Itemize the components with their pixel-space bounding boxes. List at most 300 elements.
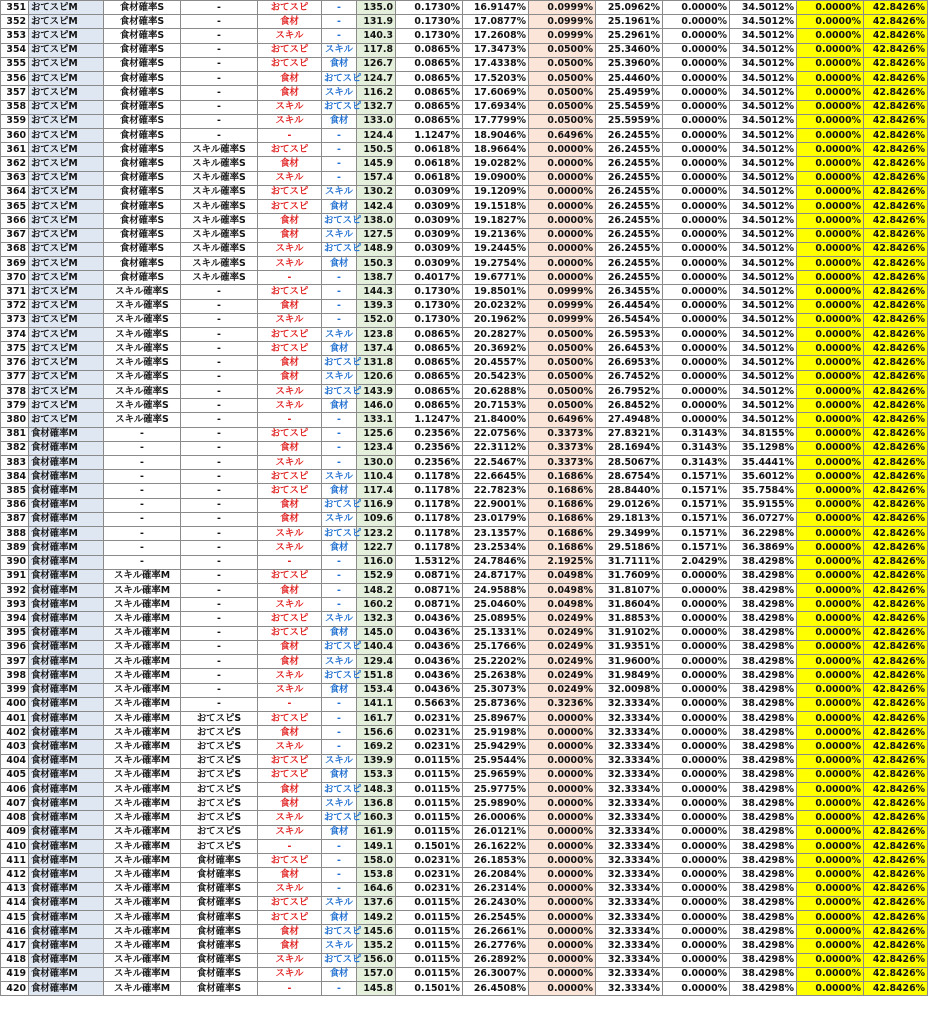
cell-s4[interactable]: おてスピ: [258, 200, 322, 214]
cell-c4[interactable]: 42.8426%: [864, 953, 928, 967]
cell-p2[interactable]: 0.3373%: [529, 441, 596, 455]
cell-s3[interactable]: -: [181, 598, 258, 612]
cell-s2[interactable]: 食材確率S: [104, 143, 181, 157]
cell-c4[interactable]: 42.8426%: [864, 967, 928, 981]
cell-c4[interactable]: 42.8426%: [864, 143, 928, 157]
cell-s4[interactable]: おてスピ: [258, 569, 322, 583]
cell-p3[interactable]: 0.0000%: [663, 299, 730, 313]
cell-p4[interactable]: 0.0000%: [797, 342, 864, 356]
cell-c3[interactable]: 34.5012%: [730, 413, 797, 427]
cell-c1[interactable]: 26.2314%: [463, 882, 529, 896]
cell-s1[interactable]: おてスピM: [29, 342, 104, 356]
cell-no[interactable]: 420: [1, 982, 29, 996]
cell-c4[interactable]: 42.8426%: [864, 242, 928, 256]
cell-s1[interactable]: 食材確率M: [29, 683, 104, 697]
cell-s1[interactable]: おてスピM: [29, 413, 104, 427]
cell-p4[interactable]: 0.0000%: [797, 313, 864, 327]
cell-s4[interactable]: おてスピ: [258, 427, 322, 441]
cell-p4[interactable]: 0.0000%: [797, 1, 864, 15]
cell-p2[interactable]: 0.1686%: [529, 527, 596, 541]
cell-p3[interactable]: 0.0000%: [663, 100, 730, 114]
cell-p1[interactable]: 0.0231%: [396, 854, 463, 868]
cell-p4[interactable]: 0.0000%: [797, 939, 864, 953]
cell-p3[interactable]: 0.0000%: [663, 271, 730, 285]
cell-s5[interactable]: 食材: [322, 967, 357, 981]
cell-c4[interactable]: 42.8426%: [864, 200, 928, 214]
cell-p4[interactable]: 0.0000%: [797, 43, 864, 57]
cell-p3[interactable]: 0.0000%: [663, 185, 730, 199]
cell-s5[interactable]: -: [322, 299, 357, 313]
cell-c4[interactable]: 42.8426%: [864, 441, 928, 455]
cell-val[interactable]: 110.4: [357, 470, 396, 484]
cell-no[interactable]: 397: [1, 655, 29, 669]
cell-s1[interactable]: 食材確率M: [29, 427, 104, 441]
cell-c3[interactable]: 34.5012%: [730, 100, 797, 114]
cell-p4[interactable]: 0.0000%: [797, 143, 864, 157]
cell-s2[interactable]: スキル確率M: [104, 598, 181, 612]
cell-no[interactable]: 400: [1, 697, 29, 711]
cell-s5[interactable]: -: [322, 726, 357, 740]
cell-p1[interactable]: 0.0436%: [396, 655, 463, 669]
cell-s2[interactable]: 食材確率S: [104, 171, 181, 185]
cell-c4[interactable]: 42.8426%: [864, 185, 928, 199]
cell-s1[interactable]: おてスピM: [29, 57, 104, 71]
cell-s1[interactable]: 食材確率M: [29, 598, 104, 612]
cell-no[interactable]: 410: [1, 839, 29, 853]
cell-c4[interactable]: 42.8426%: [864, 911, 928, 925]
cell-s3[interactable]: -: [181, 697, 258, 711]
cell-s2[interactable]: スキル確率S: [104, 328, 181, 342]
cell-s5[interactable]: スキル: [322, 370, 357, 384]
cell-val[interactable]: 116.9: [357, 498, 396, 512]
cell-c1[interactable]: 25.1331%: [463, 626, 529, 640]
cell-s3[interactable]: -: [181, 427, 258, 441]
cell-s5[interactable]: 食材: [322, 911, 357, 925]
cell-c4[interactable]: 42.8426%: [864, 569, 928, 583]
cell-s2[interactable]: 食材確率S: [104, 1, 181, 15]
cell-c4[interactable]: 42.8426%: [864, 15, 928, 29]
cell-s1[interactable]: おてスピM: [29, 242, 104, 256]
cell-c1[interactable]: 20.5423%: [463, 370, 529, 384]
cell-s5[interactable]: おてスピ: [322, 242, 357, 256]
cell-c3[interactable]: 38.4298%: [730, 655, 797, 669]
cell-c3[interactable]: 34.5012%: [730, 285, 797, 299]
cell-s4[interactable]: スキル: [258, 683, 322, 697]
cell-s5[interactable]: -: [322, 157, 357, 171]
cell-c4[interactable]: 42.8426%: [864, 583, 928, 597]
cell-c3[interactable]: 38.4298%: [730, 726, 797, 740]
cell-s4[interactable]: スキル: [258, 256, 322, 270]
cell-c4[interactable]: 42.8426%: [864, 726, 928, 740]
cell-p1[interactable]: 1.5312%: [396, 555, 463, 569]
cell-s4[interactable]: -: [258, 555, 322, 569]
cell-s1[interactable]: おてスピM: [29, 285, 104, 299]
cell-p4[interactable]: 0.0000%: [797, 427, 864, 441]
cell-c4[interactable]: 42.8426%: [864, 811, 928, 825]
cell-c3[interactable]: 34.5012%: [730, 214, 797, 228]
cell-c2[interactable]: 32.3334%: [596, 868, 663, 882]
cell-p4[interactable]: 0.0000%: [797, 484, 864, 498]
cell-s1[interactable]: おてスピM: [29, 399, 104, 413]
cell-c3[interactable]: 38.4298%: [730, 612, 797, 626]
cell-p2[interactable]: 0.0000%: [529, 797, 596, 811]
cell-s1[interactable]: 食材確率M: [29, 555, 104, 569]
cell-c4[interactable]: 42.8426%: [864, 541, 928, 555]
cell-s5[interactable]: 食材: [322, 626, 357, 640]
cell-s1[interactable]: おてスピM: [29, 128, 104, 142]
cell-p2[interactable]: 0.0249%: [529, 612, 596, 626]
cell-p3[interactable]: 0.3143%: [663, 441, 730, 455]
cell-p1[interactable]: 0.0115%: [396, 768, 463, 782]
cell-c2[interactable]: 32.3334%: [596, 982, 663, 996]
cell-val[interactable]: 157.0: [357, 967, 396, 981]
cell-s3[interactable]: -: [181, 328, 258, 342]
cell-c1[interactable]: 17.6069%: [463, 86, 529, 100]
cell-p4[interactable]: 0.0000%: [797, 285, 864, 299]
cell-c3[interactable]: 38.4298%: [730, 811, 797, 825]
cell-p4[interactable]: 0.0000%: [797, 527, 864, 541]
cell-s4[interactable]: スキル: [258, 953, 322, 967]
cell-s3[interactable]: おてスピS: [181, 783, 258, 797]
cell-s2[interactable]: スキル確率M: [104, 825, 181, 839]
cell-p1[interactable]: 0.0865%: [396, 114, 463, 128]
cell-p3[interactable]: 0.0000%: [663, 854, 730, 868]
cell-s3[interactable]: -: [181, 640, 258, 654]
cell-s5[interactable]: 食材: [322, 342, 357, 356]
cell-s1[interactable]: 食材確率M: [29, 527, 104, 541]
cell-c1[interactable]: 19.2754%: [463, 256, 529, 270]
cell-no[interactable]: 395: [1, 626, 29, 640]
cell-s5[interactable]: -: [322, 882, 357, 896]
cell-c3[interactable]: 38.4298%: [730, 825, 797, 839]
cell-s2[interactable]: -: [104, 484, 181, 498]
cell-s5[interactable]: スキル: [322, 86, 357, 100]
cell-p3[interactable]: 0.1571%: [663, 512, 730, 526]
cell-s1[interactable]: おてスピM: [29, 384, 104, 398]
cell-no[interactable]: 352: [1, 15, 29, 29]
cell-val[interactable]: 116.0: [357, 555, 396, 569]
cell-c3[interactable]: 34.5012%: [730, 242, 797, 256]
cell-c3[interactable]: 38.4298%: [730, 754, 797, 768]
cell-s4[interactable]: 食材: [258, 356, 322, 370]
cell-s3[interactable]: おてスピS: [181, 768, 258, 782]
cell-p4[interactable]: 0.0000%: [797, 128, 864, 142]
cell-s5[interactable]: -: [322, 740, 357, 754]
cell-s5[interactable]: 食材: [322, 399, 357, 413]
cell-c4[interactable]: 42.8426%: [864, 754, 928, 768]
cell-c3[interactable]: 38.4298%: [730, 555, 797, 569]
cell-p1[interactable]: 0.0871%: [396, 583, 463, 597]
cell-c4[interactable]: 42.8426%: [864, 171, 928, 185]
cell-val[interactable]: 161.7: [357, 711, 396, 725]
cell-p3[interactable]: 0.0000%: [663, 740, 730, 754]
cell-p1[interactable]: 0.1730%: [396, 313, 463, 327]
cell-c2[interactable]: 28.5067%: [596, 456, 663, 470]
cell-p2[interactable]: 0.0999%: [529, 29, 596, 43]
cell-p2[interactable]: 0.3373%: [529, 456, 596, 470]
cell-p1[interactable]: 0.0865%: [396, 100, 463, 114]
cell-p4[interactable]: 0.0000%: [797, 399, 864, 413]
cell-s1[interactable]: 食材確率M: [29, 626, 104, 640]
cell-p2[interactable]: 0.0500%: [529, 114, 596, 128]
cell-p3[interactable]: 0.0000%: [663, 825, 730, 839]
cell-c2[interactable]: 25.5459%: [596, 100, 663, 114]
cell-no[interactable]: 372: [1, 299, 29, 313]
cell-s2[interactable]: 食材確率S: [104, 214, 181, 228]
cell-p1[interactable]: 0.0436%: [396, 683, 463, 697]
cell-p1[interactable]: 0.1730%: [396, 1, 463, 15]
cell-c1[interactable]: 25.2638%: [463, 669, 529, 683]
cell-c1[interactable]: 26.2545%: [463, 911, 529, 925]
cell-no[interactable]: 391: [1, 569, 29, 583]
cell-s4[interactable]: 食材: [258, 655, 322, 669]
cell-c1[interactable]: 17.0877%: [463, 15, 529, 29]
cell-c2[interactable]: 32.3334%: [596, 882, 663, 896]
cell-c2[interactable]: 25.3460%: [596, 43, 663, 57]
cell-s5[interactable]: おてスピ: [322, 669, 357, 683]
cell-val[interactable]: 136.8: [357, 797, 396, 811]
cell-c2[interactable]: 26.2455%: [596, 228, 663, 242]
cell-p2[interactable]: 0.0000%: [529, 783, 596, 797]
cell-p4[interactable]: 0.0000%: [797, 171, 864, 185]
cell-s5[interactable]: 食材: [322, 683, 357, 697]
cell-s2[interactable]: 食材確率S: [104, 228, 181, 242]
cell-val[interactable]: 131.8: [357, 356, 396, 370]
cell-p2[interactable]: 0.0000%: [529, 839, 596, 853]
cell-p1[interactable]: 0.0618%: [396, 143, 463, 157]
cell-s1[interactable]: 食材確率M: [29, 456, 104, 470]
cell-p4[interactable]: 0.0000%: [797, 839, 864, 853]
cell-p4[interactable]: 0.0000%: [797, 100, 864, 114]
cell-s3[interactable]: -: [181, 15, 258, 29]
cell-s5[interactable]: スキル: [322, 185, 357, 199]
cell-s3[interactable]: -: [181, 413, 258, 427]
cell-p2[interactable]: 0.0999%: [529, 299, 596, 313]
cell-val[interactable]: 145.8: [357, 982, 396, 996]
cell-p3[interactable]: 0.0000%: [663, 242, 730, 256]
cell-p2[interactable]: 0.0000%: [529, 868, 596, 882]
cell-s1[interactable]: おてスピM: [29, 200, 104, 214]
cell-s2[interactable]: -: [104, 498, 181, 512]
cell-c3[interactable]: 38.4298%: [730, 953, 797, 967]
cell-p1[interactable]: 0.0309%: [396, 185, 463, 199]
cell-p1[interactable]: 0.1501%: [396, 982, 463, 996]
cell-c1[interactable]: 25.1766%: [463, 640, 529, 654]
cell-c4[interactable]: 42.8426%: [864, 399, 928, 413]
cell-p1[interactable]: 0.0115%: [396, 783, 463, 797]
cell-c3[interactable]: 34.5012%: [730, 313, 797, 327]
cell-p4[interactable]: 0.0000%: [797, 384, 864, 398]
cell-s5[interactable]: おてスピ: [322, 384, 357, 398]
cell-s1[interactable]: 食材確率M: [29, 697, 104, 711]
cell-c2[interactable]: 31.8107%: [596, 583, 663, 597]
cell-p2[interactable]: 0.0000%: [529, 911, 596, 925]
cell-p1[interactable]: 0.0115%: [396, 939, 463, 953]
cell-c1[interactable]: 18.9046%: [463, 128, 529, 142]
cell-c2[interactable]: 26.7452%: [596, 370, 663, 384]
cell-s5[interactable]: おてスピ: [322, 953, 357, 967]
cell-s4[interactable]: スキル: [258, 811, 322, 825]
cell-s5[interactable]: スキル: [322, 228, 357, 242]
cell-p2[interactable]: 0.0500%: [529, 356, 596, 370]
cell-s5[interactable]: -: [322, 868, 357, 882]
cell-val[interactable]: 148.9: [357, 242, 396, 256]
cell-c4[interactable]: 42.8426%: [864, 612, 928, 626]
cell-p3[interactable]: 0.3143%: [663, 456, 730, 470]
cell-c4[interactable]: 42.8426%: [864, 299, 928, 313]
cell-s5[interactable]: スキル: [322, 470, 357, 484]
cell-s5[interactable]: -: [322, 128, 357, 142]
cell-s5[interactable]: -: [322, 15, 357, 29]
cell-c3[interactable]: 38.4298%: [730, 967, 797, 981]
cell-s1[interactable]: 食材確率M: [29, 953, 104, 967]
cell-val[interactable]: 133.1: [357, 413, 396, 427]
cell-s5[interactable]: 食材: [322, 114, 357, 128]
cell-c3[interactable]: 38.4298%: [730, 882, 797, 896]
cell-p2[interactable]: 0.0000%: [529, 825, 596, 839]
cell-p4[interactable]: 0.0000%: [797, 655, 864, 669]
cell-p4[interactable]: 0.0000%: [797, 228, 864, 242]
cell-s3[interactable]: 食材確率S: [181, 854, 258, 868]
cell-c3[interactable]: 34.5012%: [730, 128, 797, 142]
cell-p3[interactable]: 0.0000%: [663, 356, 730, 370]
cell-p2[interactable]: 0.1686%: [529, 512, 596, 526]
cell-c2[interactable]: 32.3334%: [596, 754, 663, 768]
cell-s4[interactable]: -: [258, 982, 322, 996]
cell-c2[interactable]: 32.3334%: [596, 697, 663, 711]
cell-p4[interactable]: 0.0000%: [797, 726, 864, 740]
cell-p2[interactable]: 0.0500%: [529, 399, 596, 413]
cell-c3[interactable]: 36.3869%: [730, 541, 797, 555]
cell-p2[interactable]: 0.1686%: [529, 470, 596, 484]
cell-s4[interactable]: スキル: [258, 399, 322, 413]
cell-s3[interactable]: -: [181, 484, 258, 498]
cell-c1[interactable]: 24.9588%: [463, 583, 529, 597]
cell-c1[interactable]: 17.2608%: [463, 29, 529, 43]
cell-c1[interactable]: 25.0460%: [463, 598, 529, 612]
cell-p3[interactable]: 0.0000%: [663, 768, 730, 782]
cell-p4[interactable]: 0.0000%: [797, 157, 864, 171]
cell-c3[interactable]: 34.5012%: [730, 171, 797, 185]
cell-val[interactable]: 160.3: [357, 811, 396, 825]
cell-p2[interactable]: 0.0500%: [529, 328, 596, 342]
cell-c1[interactable]: 20.3692%: [463, 342, 529, 356]
cell-s1[interactable]: おてスピM: [29, 185, 104, 199]
cell-p2[interactable]: 0.0000%: [529, 185, 596, 199]
cell-s2[interactable]: スキル確率M: [104, 626, 181, 640]
cell-c3[interactable]: 34.5012%: [730, 15, 797, 29]
cell-s3[interactable]: スキル確率S: [181, 214, 258, 228]
cell-s5[interactable]: -: [322, 569, 357, 583]
cell-p1[interactable]: 0.1730%: [396, 29, 463, 43]
cell-s3[interactable]: 食材確率S: [181, 882, 258, 896]
cell-s3[interactable]: おてスピS: [181, 797, 258, 811]
cell-s1[interactable]: 食材確率M: [29, 896, 104, 910]
cell-s2[interactable]: スキル確率M: [104, 854, 181, 868]
cell-c3[interactable]: 34.5012%: [730, 157, 797, 171]
cell-c3[interactable]: 38.4298%: [730, 982, 797, 996]
cell-p1[interactable]: 0.0865%: [396, 399, 463, 413]
cell-no[interactable]: 404: [1, 754, 29, 768]
cell-c4[interactable]: 42.8426%: [864, 512, 928, 526]
cell-no[interactable]: 362: [1, 157, 29, 171]
cell-no[interactable]: 380: [1, 413, 29, 427]
cell-c4[interactable]: 42.8426%: [864, 896, 928, 910]
cell-s3[interactable]: -: [181, 583, 258, 597]
cell-p1[interactable]: 0.0115%: [396, 754, 463, 768]
cell-c1[interactable]: 22.6645%: [463, 470, 529, 484]
cell-c2[interactable]: 26.2455%: [596, 256, 663, 270]
cell-val[interactable]: 133.0: [357, 114, 396, 128]
cell-s2[interactable]: 食材確率S: [104, 86, 181, 100]
cell-c2[interactable]: 31.8604%: [596, 598, 663, 612]
cell-s5[interactable]: おてスピ: [322, 72, 357, 86]
cell-s3[interactable]: 食材確率S: [181, 982, 258, 996]
cell-val[interactable]: 139.3: [357, 299, 396, 313]
cell-c4[interactable]: 42.8426%: [864, 57, 928, 71]
cell-p1[interactable]: 0.0231%: [396, 726, 463, 740]
cell-val[interactable]: 117.8: [357, 43, 396, 57]
cell-c1[interactable]: 19.2136%: [463, 228, 529, 242]
cell-s2[interactable]: スキル確率M: [104, 740, 181, 754]
cell-c1[interactable]: 22.5467%: [463, 456, 529, 470]
cell-c1[interactable]: 26.2661%: [463, 925, 529, 939]
cell-s1[interactable]: おてスピM: [29, 299, 104, 313]
cell-c4[interactable]: 42.8426%: [864, 328, 928, 342]
cell-c3[interactable]: 34.5012%: [730, 342, 797, 356]
cell-s3[interactable]: おてスピS: [181, 754, 258, 768]
cell-c4[interactable]: 42.8426%: [864, 356, 928, 370]
cell-s2[interactable]: 食材確率S: [104, 100, 181, 114]
cell-c4[interactable]: 42.8426%: [864, 271, 928, 285]
cell-c4[interactable]: 42.8426%: [864, 655, 928, 669]
cell-no[interactable]: 359: [1, 114, 29, 128]
cell-s4[interactable]: スキル: [258, 541, 322, 555]
cell-c2[interactable]: 32.3334%: [596, 783, 663, 797]
cell-s1[interactable]: 食材確率M: [29, 640, 104, 654]
cell-val[interactable]: 131.9: [357, 15, 396, 29]
cell-p3[interactable]: 0.0000%: [663, 967, 730, 981]
cell-p1[interactable]: 0.1730%: [396, 285, 463, 299]
cell-s5[interactable]: スキル: [322, 655, 357, 669]
cell-no[interactable]: 415: [1, 911, 29, 925]
cell-c3[interactable]: 36.0727%: [730, 512, 797, 526]
cell-s4[interactable]: 食材: [258, 370, 322, 384]
cell-s4[interactable]: おてスピ: [258, 342, 322, 356]
cell-val[interactable]: 153.4: [357, 683, 396, 697]
cell-p2[interactable]: 0.0500%: [529, 384, 596, 398]
cell-p1[interactable]: 0.0309%: [396, 228, 463, 242]
cell-c3[interactable]: 34.5012%: [730, 299, 797, 313]
cell-c1[interactable]: 25.9659%: [463, 768, 529, 782]
cell-c1[interactable]: 17.5203%: [463, 72, 529, 86]
cell-c1[interactable]: 25.8736%: [463, 697, 529, 711]
cell-s3[interactable]: スキル確率S: [181, 171, 258, 185]
cell-s5[interactable]: 食材: [322, 256, 357, 270]
cell-c1[interactable]: 23.2534%: [463, 541, 529, 555]
cell-c3[interactable]: 38.4298%: [730, 669, 797, 683]
cell-s1[interactable]: おてスピM: [29, 256, 104, 270]
cell-c4[interactable]: 42.8426%: [864, 768, 928, 782]
cell-s4[interactable]: おてスピ: [258, 854, 322, 868]
cell-p3[interactable]: 0.0000%: [663, 1, 730, 15]
cell-s3[interactable]: -: [181, 299, 258, 313]
cell-s5[interactable]: -: [322, 555, 357, 569]
cell-val[interactable]: 130.0: [357, 456, 396, 470]
cell-c2[interactable]: 26.6953%: [596, 356, 663, 370]
cell-s3[interactable]: -: [181, 1, 258, 15]
cell-c3[interactable]: 38.4298%: [730, 854, 797, 868]
